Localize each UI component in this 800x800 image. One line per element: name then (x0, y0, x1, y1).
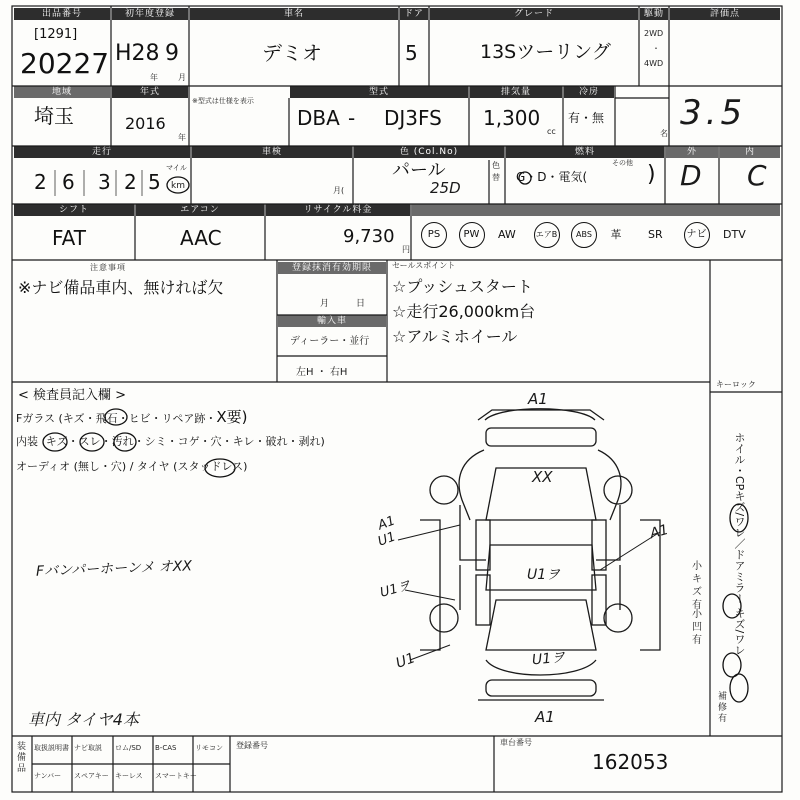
footer-cell-bottom-3: キーレス (115, 772, 143, 780)
damage-right-upper: A1 (648, 521, 671, 543)
windshield-mid: ・ヒビ・リペア跡・ (117, 412, 217, 425)
model-code-dash: - (348, 106, 356, 130)
damage-rear-center: U1ヲ (531, 649, 566, 669)
caution-text: ※ナビ備品車内、無ければ欠 (18, 278, 224, 297)
small-scratch-label: 小キズ 有 (692, 561, 702, 611)
equipment-6: 革 (610, 228, 622, 241)
damage-left-low: U1 (393, 650, 418, 672)
displacement: 1,300 (483, 106, 541, 130)
equipment-3: AW (498, 228, 516, 241)
month-unit: 月 (178, 73, 186, 82)
inspector-line-interior (16, 436, 325, 447)
cc-unit: cc (547, 127, 556, 136)
shift-header: シフト (14, 204, 134, 216)
interior-rest: ・シミ・コゲ・穴・キレ・破れ・剥れ) (133, 435, 325, 448)
equipment-5: ABS (571, 222, 597, 248)
yen-unit: 円 (402, 245, 410, 254)
damage-left-upper-2: U1 (375, 529, 398, 550)
reg-month: 月 (320, 299, 330, 309)
interior-header: 内 (720, 146, 780, 158)
body-color: パール (392, 160, 446, 181)
region-header: 地域 (14, 86, 110, 98)
mileage-unit-km: km (171, 181, 185, 191)
handwritten-bumper-note: Fバンパーホーンメ オXX (35, 558, 193, 580)
inspector-title: < 検査員記入欄 > (18, 388, 127, 403)
footer-cell-top-5: リモコン (195, 744, 223, 752)
car-diagram (398, 409, 660, 700)
ac-presence: 有・無 (568, 111, 605, 125)
mileage-header: 走行 (14, 146, 190, 158)
drive-4wd: 4WD (644, 59, 664, 68)
footer-cell-bottom-2: スペアキー (74, 772, 109, 780)
footer-side-label: 装備品 (17, 742, 27, 774)
reg-day: 日 (356, 299, 366, 309)
fuel-options: G・D・電気( (516, 170, 588, 184)
interior-scratch: キズ (45, 435, 68, 448)
interior-dirt: 汚れ (111, 435, 134, 448)
sales-point-3: ☆アルミホイール (392, 327, 518, 346)
fuel-close: ) (647, 162, 656, 187)
windshield-prefix: Fガラス (キズ・ (16, 412, 96, 425)
grade-header: グレード (430, 8, 638, 20)
first-registration-header: 初年度登録 (112, 8, 188, 20)
sales-point-2: ☆走行26,000km台 (392, 302, 536, 321)
mileage-digit-4: 2 (124, 170, 137, 194)
recycle-fee-header: リサイクル料金 (266, 204, 410, 216)
exterior-grade: D (680, 159, 702, 192)
mileage-digit-3: 3 (98, 170, 111, 194)
transmission: FAT (52, 226, 87, 250)
dealer-or-parallel: ディーラー・並行 (290, 336, 370, 347)
first-registration-era: H28 (115, 41, 160, 66)
windshield-chip: 飛石 (95, 412, 118, 425)
equipment-2: PW (459, 222, 485, 248)
seats-unit: 名 (660, 129, 668, 138)
aircon-header: エアコン (136, 204, 264, 216)
interior-prefix: 内装 ( (16, 435, 46, 448)
shaken-month: 月( (333, 186, 345, 195)
drive-2wd: 2WD (644, 29, 664, 38)
model-year-unit: 年 (178, 133, 186, 142)
model-code: DJ3FS (384, 106, 442, 130)
color-code: 25D (430, 179, 461, 197)
year-unit: 年 (150, 73, 158, 82)
exterior-header: 外 (666, 146, 718, 158)
interior-grade: C (747, 159, 767, 192)
chassis-label: 車台番号 (500, 738, 532, 747)
drive-dot: ・ (652, 44, 660, 53)
doors-header: ドア (400, 8, 428, 20)
steering-side: 左H ・ 右H (296, 367, 348, 378)
mileage-digit-5: 5 (148, 170, 161, 194)
reg-deadline-header: 登録抹消有効期限 (278, 262, 386, 274)
fuel-header: 燃料 (506, 146, 664, 158)
recycle-fee: 9,730 (343, 226, 395, 247)
repair-label: 補修有 (718, 692, 728, 724)
handwritten-tires-note: 車内 タイヤ4本 (28, 710, 139, 729)
equipment-7: SR (648, 228, 663, 241)
lot-number: 20227 (20, 47, 110, 80)
interior-scuff: スレ (78, 435, 101, 448)
damage-left-mid: U1ヲ (378, 578, 413, 601)
inspector-line-audio-tires: オーディオ (無し・穴) / タイヤ (スタッドレス) (16, 460, 248, 473)
model-name-header: 車名 (190, 8, 398, 20)
score-header: 評価点 (670, 8, 780, 20)
equipment-1: PS (421, 222, 447, 248)
ac-header: 冷房 (564, 86, 614, 98)
side-legend-vertical: ホイル・CPキズ/ワレ／ドアミラー キズ/ワレ (733, 432, 746, 656)
model-name: デミオ (262, 41, 322, 65)
footer-cell-bottom-4: スマートキー (155, 772, 197, 780)
damage-rear: A1 (535, 708, 555, 726)
damage-center: U1ヲ (527, 567, 561, 583)
equipment-8: ナビ (684, 222, 710, 248)
lot-number-header: 出品番号 (14, 8, 110, 20)
aircon-type: AAC (180, 226, 222, 250)
chassis-number: 162053 (592, 750, 669, 774)
model-year-header: 年式 (112, 86, 188, 98)
equipment-9: DTV (723, 228, 746, 241)
model-code-prefix: DBA (297, 106, 340, 130)
mileage-digit-1: 2 (34, 170, 47, 194)
color-change-mark: 色替 (492, 161, 500, 182)
damage-roof: XX (532, 468, 553, 486)
door-count: 5 (405, 41, 418, 65)
footer-cell-top-3: ロム/SD (115, 744, 142, 752)
sales-points-header: セールスポイント (392, 261, 456, 270)
registration-label: 登録番号 (236, 741, 268, 750)
import-header: 輸入車 (278, 315, 386, 327)
footer-cell-top-4: B-CAS (155, 744, 177, 752)
model-year: 2016 (125, 114, 166, 133)
mileage-digit-2: 6 (62, 170, 75, 194)
type-note: ※型式は仕様を表示 (192, 97, 254, 105)
equipment-header (412, 204, 780, 216)
inspector-line-windshield (16, 410, 248, 425)
footer-cell-bottom-1: ナンバー (34, 772, 62, 780)
fuel-other: その他 (612, 159, 633, 167)
footer-cell-top-2: ナビ取説 (74, 744, 102, 752)
region: 埼玉 (34, 104, 74, 128)
shaken-header: 車検 (192, 146, 352, 158)
footer-cell-top-1: 取扱説明書 (34, 744, 69, 752)
small-dent-label: 小凹 有 (692, 609, 702, 646)
lot-prefix: [1291] (34, 27, 78, 42)
first-registration-month: 9 (165, 41, 179, 66)
equipment-4: エアB (534, 222, 560, 248)
damage-front: A1 (528, 390, 548, 408)
interior-sep-1: ・ (67, 435, 79, 448)
displacement-header: 排気量 (470, 86, 562, 98)
overall-score: 3.5 (680, 93, 747, 133)
damage-left-upper: A1 (375, 513, 398, 534)
sales-point-1: ☆プッシュスタート (392, 277, 533, 296)
color-header: 色 (Col.No) (354, 146, 504, 158)
windshield-replace: X要) (216, 408, 248, 426)
drive-header: 駆動 (640, 8, 668, 20)
grade: 13Sツーリング (480, 41, 611, 63)
mileage-unit-mile: マイル (166, 164, 187, 172)
key-lock-label: キーロック (716, 380, 756, 389)
caution-header: 注意事項 (90, 263, 126, 272)
interior-sep-2: ・ (100, 435, 112, 448)
model-code-header: 型式 (290, 86, 468, 98)
